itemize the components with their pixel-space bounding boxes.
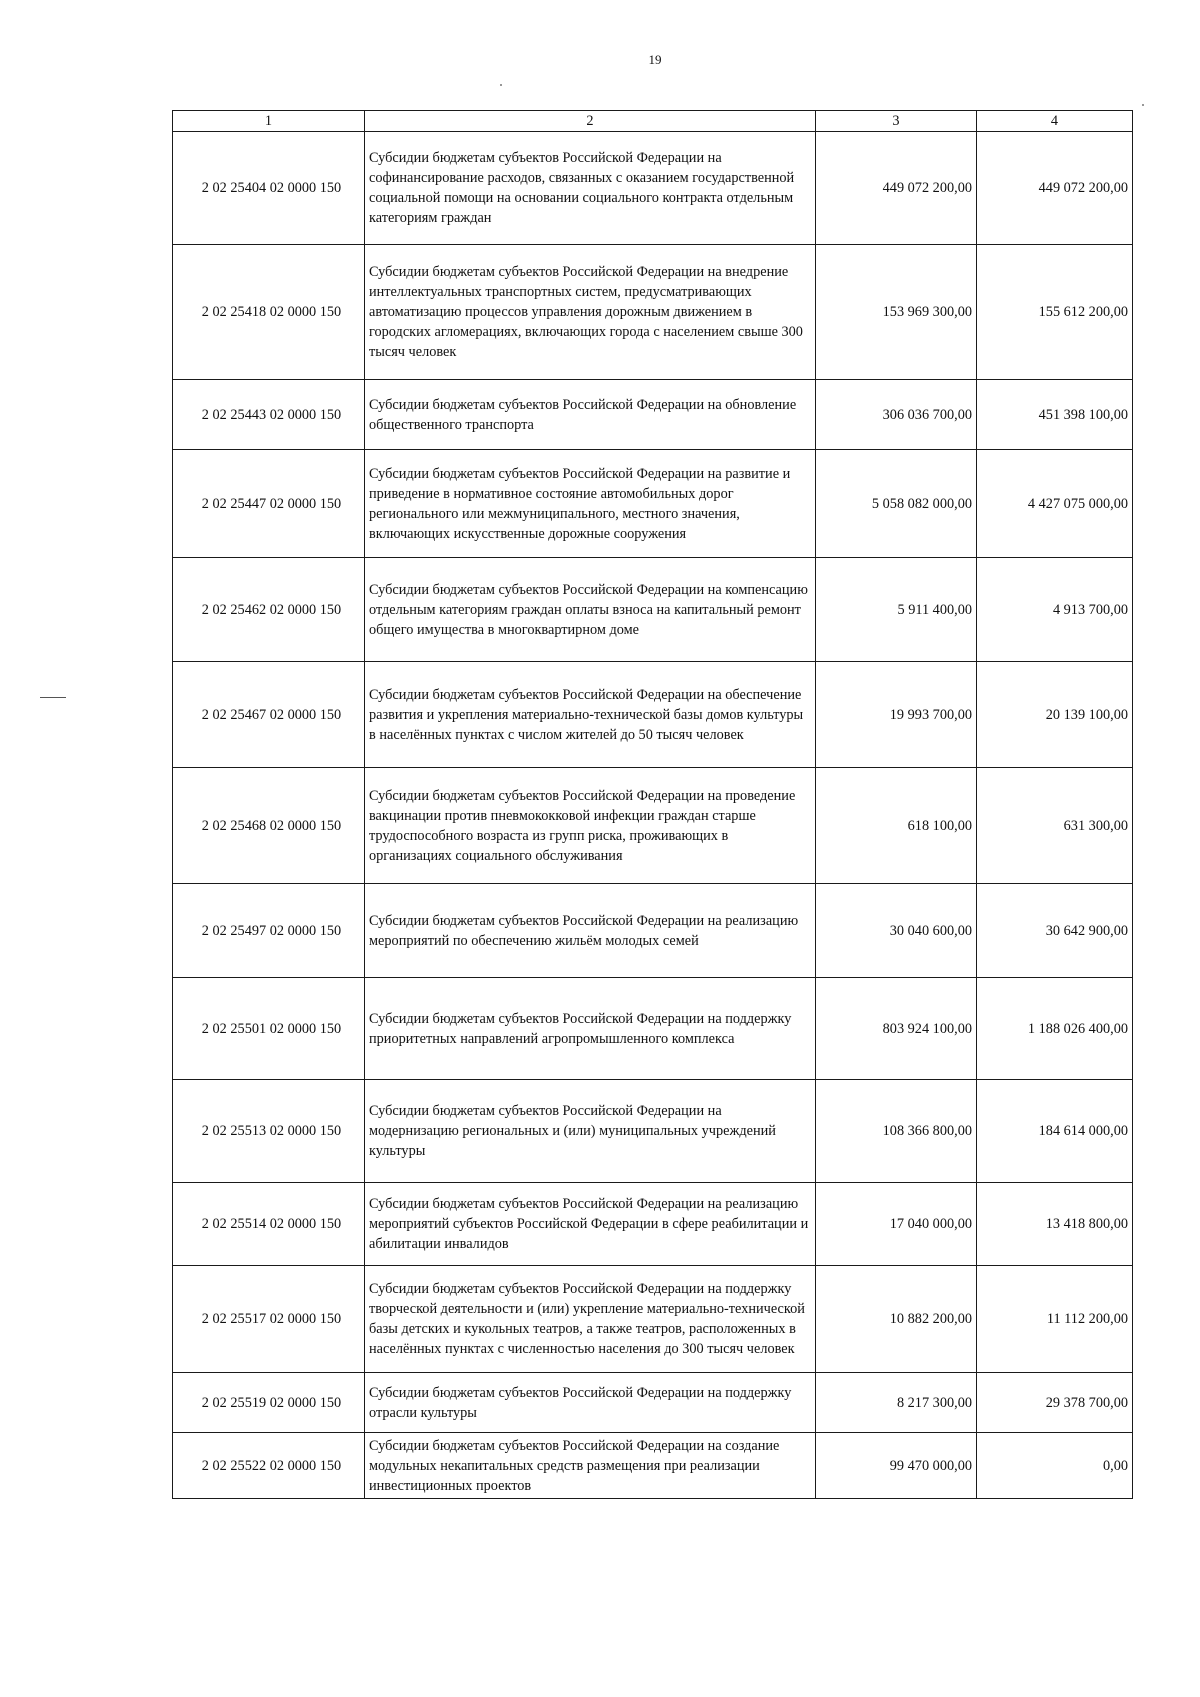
row-value-col4: 451 398 100,00 bbox=[977, 380, 1133, 450]
row-value-col3: 99 470 000,00 bbox=[816, 1433, 977, 1499]
row-description: Субсидии бюджетам субъектов Российской Федерации на обеспечение развития и укрепления материально-технической базы домов культуры в населённых пунктах с числом жителей до 50 тысяч человек bbox=[365, 662, 816, 768]
row-description: Субсидии бюджетам субъектов Российской Федерации на компенсацию отдельным категориям граждан оплаты взноса на капитальный ремонт общего имущества в многоквартирном доме bbox=[365, 558, 816, 662]
row-value-col3: 19 993 700,00 bbox=[816, 662, 977, 768]
row-value-col3: 153 969 300,00 bbox=[816, 245, 977, 380]
row-description: Субсидии бюджетам субъектов Российской Федерации на проведение вакцинации против пневмококковой инфекции граждан старше трудоспособного возраста из групп риска, проживающих в организациях социального обслуживания bbox=[365, 768, 816, 884]
row-description: Субсидии бюджетам субъектов Российской Федерации на поддержку отрасли культуры bbox=[365, 1373, 816, 1433]
row-description: Субсидии бюджетам субъектов Российской Федерации на создание модульных некапитальных средств размещения при реализации инвестиционных проектов bbox=[365, 1433, 816, 1499]
row-description: Субсидии бюджетам субъектов Российской Федерации на внедрение интеллектуальных транспортных систем, предусматривающих автоматизацию процессов управления дорожным движением в городских агломерациях, включающих города с населением свыше 300 тысяч человек bbox=[365, 245, 816, 380]
budget-table bbox=[172, 110, 1133, 1499]
table-row bbox=[173, 768, 1133, 884]
table-row bbox=[173, 1183, 1133, 1266]
row-description: Субсидии бюджетам субъектов Российской Федерации на реализацию мероприятий по обеспечению жильём молодых семей bbox=[365, 884, 816, 978]
row-value-col3: 8 217 300,00 bbox=[816, 1373, 977, 1433]
row-description: Субсидии бюджетам субъектов Российской Федерации на поддержку творческой деятельности и (или) укрепление материально-технической базы детских и кукольных театров, а также театров, расположенных в населённых пунктах с численностью населения до 300 тысяч человек bbox=[365, 1266, 816, 1373]
row-code: 2 02 25447 02 0000 150 bbox=[173, 450, 365, 558]
row-value-col3: 17 040 000,00 bbox=[816, 1183, 977, 1266]
row-code: 2 02 25519 02 0000 150 bbox=[173, 1373, 365, 1433]
table-row bbox=[173, 662, 1133, 768]
row-code: 2 02 25404 02 0000 150 bbox=[173, 132, 365, 245]
header-col-4: 4 bbox=[977, 111, 1133, 132]
row-value-col4: 20 139 100,00 bbox=[977, 662, 1133, 768]
row-code: 2 02 25497 02 0000 150 bbox=[173, 884, 365, 978]
row-value-col3: 803 924 100,00 bbox=[816, 978, 977, 1080]
row-value-col4: 0,00 bbox=[977, 1433, 1133, 1499]
row-code: 2 02 25467 02 0000 150 bbox=[173, 662, 365, 768]
row-value-col4: 30 642 900,00 bbox=[977, 884, 1133, 978]
row-code: 2 02 25418 02 0000 150 bbox=[173, 245, 365, 380]
table-row bbox=[173, 380, 1133, 450]
row-value-col3: 108 366 800,00 bbox=[816, 1080, 977, 1183]
table-header-row bbox=[173, 111, 1133, 132]
row-value-col4: 184 614 000,00 bbox=[977, 1080, 1133, 1183]
table-row bbox=[173, 132, 1133, 245]
row-value-col4: 4 913 700,00 bbox=[977, 558, 1133, 662]
table-row bbox=[173, 1266, 1133, 1373]
row-value-col4: 11 112 200,00 bbox=[977, 1266, 1133, 1373]
row-value-col4: 29 378 700,00 bbox=[977, 1373, 1133, 1433]
header-col-1: 1 bbox=[173, 111, 365, 132]
row-code: 2 02 25513 02 0000 150 bbox=[173, 1080, 365, 1183]
scan-speck bbox=[500, 84, 502, 86]
row-code: 2 02 25501 02 0000 150 bbox=[173, 978, 365, 1080]
row-description: Субсидии бюджетам субъектов Российской Федерации на модернизацию региональных и (или) муниципальных учреждений культуры bbox=[365, 1080, 816, 1183]
table-row bbox=[173, 558, 1133, 662]
row-value-col4: 13 418 800,00 bbox=[977, 1183, 1133, 1266]
row-code: 2 02 25514 02 0000 150 bbox=[173, 1183, 365, 1266]
row-value-col3: 306 036 700,00 bbox=[816, 380, 977, 450]
row-value-col4: 449 072 200,00 bbox=[977, 132, 1133, 245]
table-row bbox=[173, 450, 1133, 558]
page-number: 19 bbox=[648, 52, 662, 67]
row-description: Субсидии бюджетам субъектов Российской Федерации на развитие и приведение в нормативное состояние автомобильных дорог регионального или межмуниципального, местного значения, включающих искусственные дорожные сооружения bbox=[365, 450, 816, 558]
scan-margin-mark bbox=[40, 697, 66, 698]
row-value-col4: 631 300,00 bbox=[977, 768, 1133, 884]
row-value-col3: 5 911 400,00 bbox=[816, 558, 977, 662]
table-row bbox=[173, 884, 1133, 978]
row-value-col4: 155 612 200,00 bbox=[977, 245, 1133, 380]
row-code: 2 02 25517 02 0000 150 bbox=[173, 1266, 365, 1373]
row-value-col3: 30 040 600,00 bbox=[816, 884, 977, 978]
row-code: 2 02 25462 02 0000 150 bbox=[173, 558, 365, 662]
row-description: Субсидии бюджетам субъектов Российской Федерации на софинансирование расходов, связанных с оказанием государственной социальной помощи на основании социального контракта отдельным категориям граждан bbox=[365, 132, 816, 245]
scan-speck bbox=[1142, 104, 1144, 106]
row-code: 2 02 25443 02 0000 150 bbox=[173, 380, 365, 450]
header-col-3: 3 bbox=[816, 111, 977, 132]
row-value-col3: 618 100,00 bbox=[816, 768, 977, 884]
row-value-col3: 5 058 082 000,00 bbox=[816, 450, 977, 558]
row-code: 2 02 25522 02 0000 150 bbox=[173, 1433, 365, 1499]
row-value-col3: 449 072 200,00 bbox=[816, 132, 977, 245]
row-description: Субсидии бюджетам субъектов Российской Федерации на обновление общественного транспорта bbox=[365, 380, 816, 450]
table-row bbox=[173, 1080, 1133, 1183]
table-row bbox=[173, 978, 1133, 1080]
table-row bbox=[173, 1373, 1133, 1433]
row-value-col4: 4 427 075 000,00 bbox=[977, 450, 1133, 558]
row-description: Субсидии бюджетам субъектов Российской Федерации на поддержку приоритетных направлений агропромышленного комплекса bbox=[365, 978, 816, 1080]
row-description: Субсидии бюджетам субъектов Российской Федерации на реализацию мероприятий субъектов Российской Федерации в сфере реабилитации и абилитации инвалидов bbox=[365, 1183, 816, 1266]
row-value-col3: 10 882 200,00 bbox=[816, 1266, 977, 1373]
table-row bbox=[173, 245, 1133, 380]
row-value-col4: 1 188 026 400,00 bbox=[977, 978, 1133, 1080]
header-col-2: 2 bbox=[365, 111, 816, 132]
table-row bbox=[173, 1433, 1133, 1499]
row-code: 2 02 25468 02 0000 150 bbox=[173, 768, 365, 884]
